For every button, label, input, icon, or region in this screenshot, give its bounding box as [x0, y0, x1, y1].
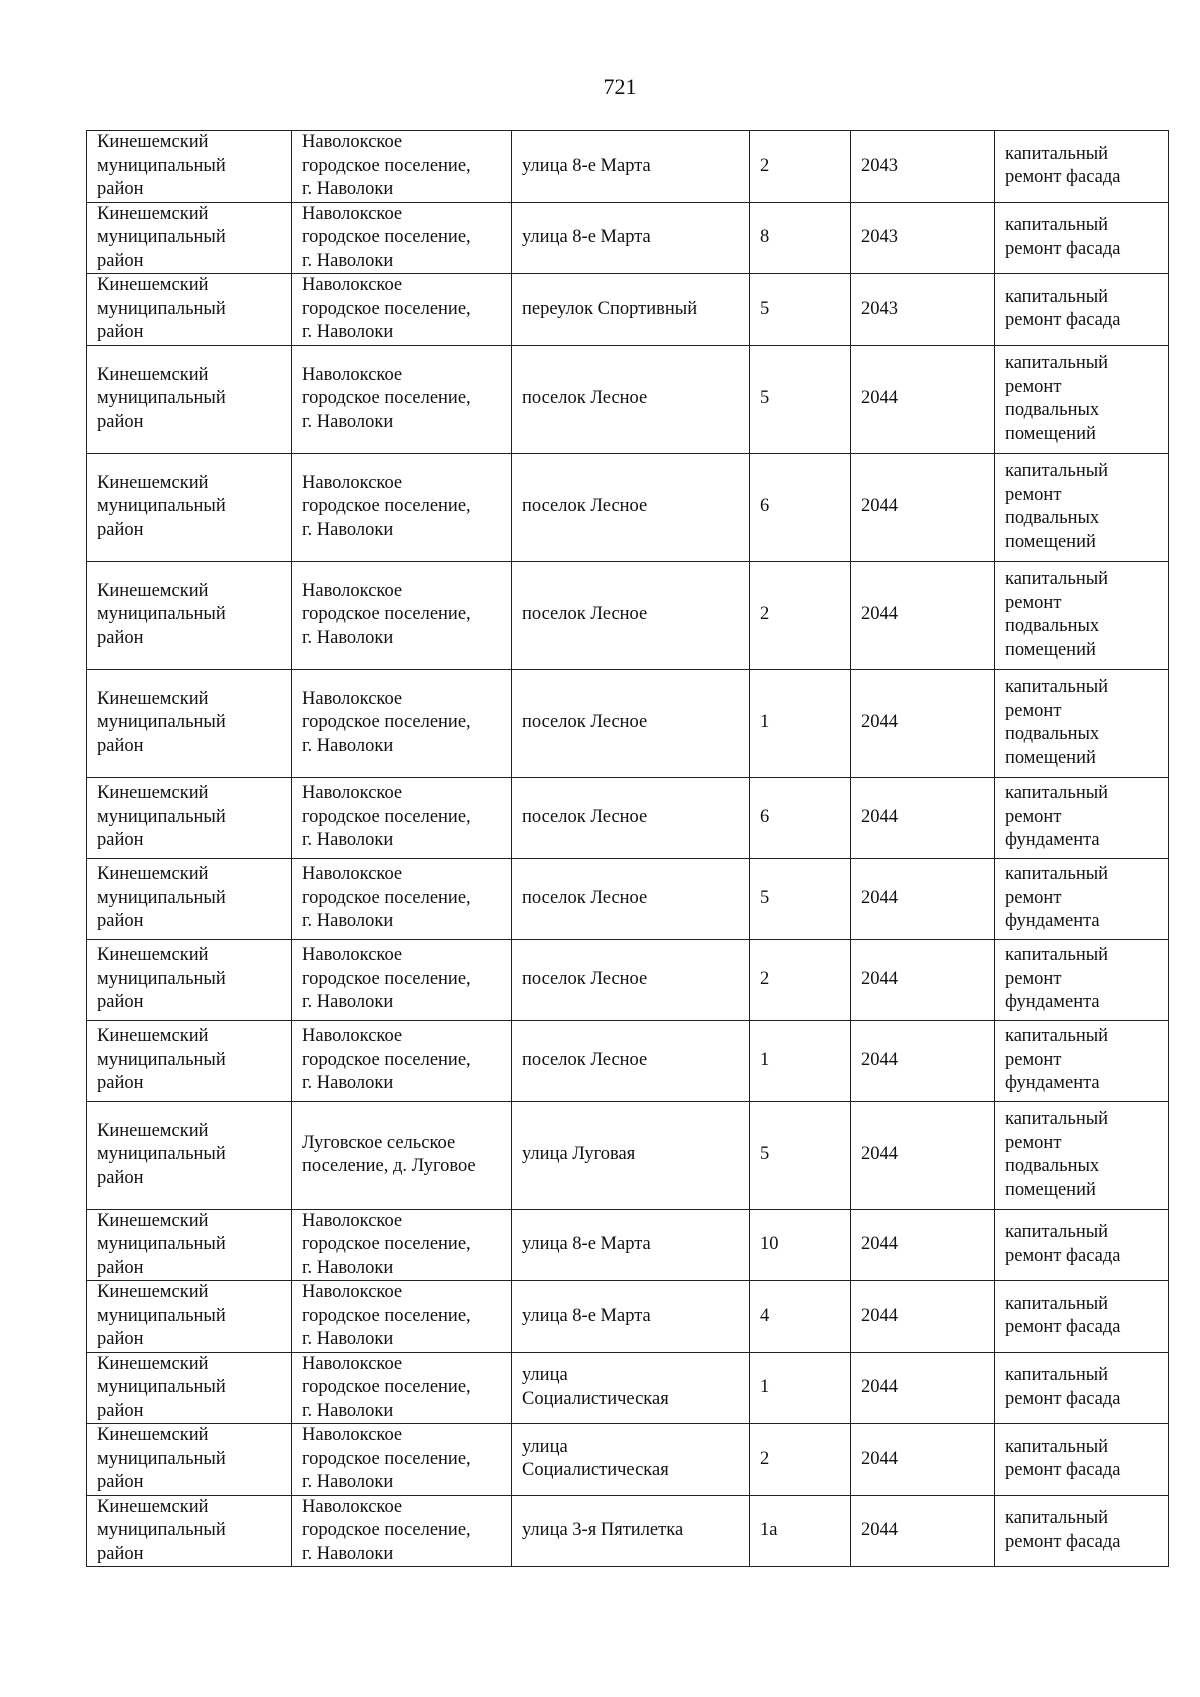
cell-house: 4 [750, 1281, 851, 1353]
cell-work: капитальный ремонт фундамента [995, 777, 1169, 858]
table-row [87, 1209, 1169, 1281]
cell-settlement: Наволокское городское поселение, г. Наволоки [292, 202, 512, 274]
cell-work: капитальный ремонт подвальных помещений [995, 561, 1169, 669]
cell-year: 2044 [851, 939, 995, 1020]
cell-year: 2043 [851, 202, 995, 274]
cell-street: улица 3-я Пятилетка [512, 1495, 750, 1567]
cell-work: капитальный ремонт фасада [995, 274, 1169, 346]
cell-street: улица Социалистическая [512, 1424, 750, 1496]
cell-settlement: Наволокское городское поселение, г. Наволоки [292, 858, 512, 939]
cell-house: 5 [750, 345, 851, 453]
cell-settlement: Наволокское городское поселение, г. Наволоки [292, 669, 512, 777]
cell-street: поселок Лесное [512, 345, 750, 453]
table-row [87, 274, 1169, 346]
cell-house: 1 [750, 1352, 851, 1424]
cell-work: капитальный ремонт фундамента [995, 1020, 1169, 1101]
cell-settlement: Наволокское городское поселение, г. Наволоки [292, 453, 512, 561]
cell-district: Кинешемский муниципальный район [87, 202, 292, 274]
cell-district: Кинешемский муниципальный район [87, 561, 292, 669]
cell-district: Кинешемский муниципальный район [87, 858, 292, 939]
cell-settlement: Наволокское городское поселение, г. Наволоки [292, 1495, 512, 1567]
table-row [87, 1020, 1169, 1101]
table-row [87, 1281, 1169, 1353]
cell-year: 2044 [851, 669, 995, 777]
cell-street: улица 8-е Марта [512, 202, 750, 274]
cell-year: 2044 [851, 561, 995, 669]
cell-street: улица 8-е Марта [512, 1281, 750, 1353]
table-row [87, 1352, 1169, 1424]
cell-settlement: Наволокское городское поселение, г. Наволоки [292, 1424, 512, 1496]
cell-work: капитальный ремонт фасада [995, 1209, 1169, 1281]
cell-house: 10 [750, 1209, 851, 1281]
cell-settlement: Наволокское городское поселение, г. Наволоки [292, 939, 512, 1020]
cell-settlement: Луговское сельское поселение, д. Луговое [292, 1101, 512, 1209]
cell-street: улица Луговая [512, 1101, 750, 1209]
cell-year: 2044 [851, 858, 995, 939]
cell-settlement: Наволокское городское поселение, г. Наволоки [292, 1352, 512, 1424]
cell-house: 5 [750, 274, 851, 346]
cell-house: 5 [750, 1101, 851, 1209]
cell-street: переулок Спортивный [512, 274, 750, 346]
cell-house: 2 [750, 131, 851, 203]
cell-house: 6 [750, 777, 851, 858]
cell-year: 2044 [851, 1495, 995, 1567]
table-row [87, 453, 1169, 561]
cell-work: капитальный ремонт подвальных помещений [995, 1101, 1169, 1209]
table-row [87, 777, 1169, 858]
cell-year: 2044 [851, 1281, 995, 1353]
table-row [87, 939, 1169, 1020]
cell-street: поселок Лесное [512, 561, 750, 669]
cell-house: 8 [750, 202, 851, 274]
cell-work: капитальный ремонт фасада [995, 1281, 1169, 1353]
cell-street: поселок Лесное [512, 777, 750, 858]
cell-year: 2044 [851, 1101, 995, 1209]
cell-work: капитальный ремонт фасада [995, 1495, 1169, 1567]
cell-district: Кинешемский муниципальный район [87, 1352, 292, 1424]
table-row [87, 131, 1169, 203]
cell-district: Кинешемский муниципальный район [87, 939, 292, 1020]
cell-year: 2044 [851, 777, 995, 858]
cell-settlement: Наволокское городское поселение, г. Наволоки [292, 1281, 512, 1353]
cell-district: Кинешемский муниципальный район [87, 1209, 292, 1281]
cell-district: Кинешемский муниципальный район [87, 777, 292, 858]
cell-district: Кинешемский муниципальный район [87, 1495, 292, 1567]
cell-house: 1 [750, 669, 851, 777]
cell-house: 2 [750, 561, 851, 669]
table-row [87, 345, 1169, 453]
cell-year: 2044 [851, 1020, 995, 1101]
cell-settlement: Наволокское городское поселение, г. Наволоки [292, 1209, 512, 1281]
cell-year: 2043 [851, 274, 995, 346]
cell-district: Кинешемский муниципальный район [87, 274, 292, 346]
cell-work: капитальный ремонт подвальных помещений [995, 669, 1169, 777]
table-row [87, 561, 1169, 669]
cell-settlement: Наволокское городское поселение, г. Наволоки [292, 777, 512, 858]
cell-house: 2 [750, 1424, 851, 1496]
cell-street: поселок Лесное [512, 1020, 750, 1101]
cell-settlement: Наволокское городское поселение, г. Наволоки [292, 131, 512, 203]
cell-year: 2044 [851, 345, 995, 453]
cell-district: Кинешемский муниципальный район [87, 1101, 292, 1209]
cell-district: Кинешемский муниципальный район [87, 453, 292, 561]
cell-street: поселок Лесное [512, 453, 750, 561]
cell-district: Кинешемский муниципальный район [87, 131, 292, 203]
cell-settlement: Наволокское городское поселение, г. Наволоки [292, 345, 512, 453]
cell-work: капитальный ремонт подвальных помещений [995, 453, 1169, 561]
cell-house: 5 [750, 858, 851, 939]
cell-work: капитальный ремонт фасада [995, 1352, 1169, 1424]
cell-street: улица 8-е Марта [512, 1209, 750, 1281]
cell-house: 1а [750, 1495, 851, 1567]
table-row [87, 1101, 1169, 1209]
cell-house: 2 [750, 939, 851, 1020]
cell-district: Кинешемский муниципальный район [87, 1424, 292, 1496]
cell-work: капитальный ремонт фундамента [995, 939, 1169, 1020]
cell-settlement: Наволокское городское поселение, г. Наволоки [292, 561, 512, 669]
table-body [87, 131, 1169, 1567]
table-row [87, 202, 1169, 274]
cell-work: капитальный ремонт подвальных помещений [995, 345, 1169, 453]
cell-street: поселок Лесное [512, 858, 750, 939]
cell-district: Кинешемский муниципальный район [87, 669, 292, 777]
cell-district: Кинешемский муниципальный район [87, 345, 292, 453]
cell-year: 2044 [851, 453, 995, 561]
table-row [87, 858, 1169, 939]
table-row [87, 669, 1169, 777]
table-row [87, 1424, 1169, 1496]
cell-settlement: Наволокское городское поселение, г. Наволоки [292, 274, 512, 346]
cell-work: капитальный ремонт фасада [995, 202, 1169, 274]
cell-house: 1 [750, 1020, 851, 1101]
cell-district: Кинешемский муниципальный район [87, 1281, 292, 1353]
cell-street: улица 8-е Марта [512, 131, 750, 203]
cell-street: поселок Лесное [512, 669, 750, 777]
table-row [87, 1495, 1169, 1567]
page-number: 721 [603, 74, 637, 99]
cell-work: капитальный ремонт фасада [995, 1424, 1169, 1496]
cell-work: капитальный ремонт фасада [995, 131, 1169, 203]
cell-street: улица Социалистическая [512, 1352, 750, 1424]
cell-year: 2044 [851, 1352, 995, 1424]
cell-year: 2044 [851, 1424, 995, 1496]
capital-repair-table [86, 130, 1169, 1567]
cell-settlement: Наволокское городское поселение, г. Наволоки [292, 1020, 512, 1101]
cell-house: 6 [750, 453, 851, 561]
cell-street: поселок Лесное [512, 939, 750, 1020]
cell-year: 2043 [851, 131, 995, 203]
cell-work: капитальный ремонт фундамента [995, 858, 1169, 939]
cell-year: 2044 [851, 1209, 995, 1281]
cell-district: Кинешемский муниципальный район [87, 1020, 292, 1101]
